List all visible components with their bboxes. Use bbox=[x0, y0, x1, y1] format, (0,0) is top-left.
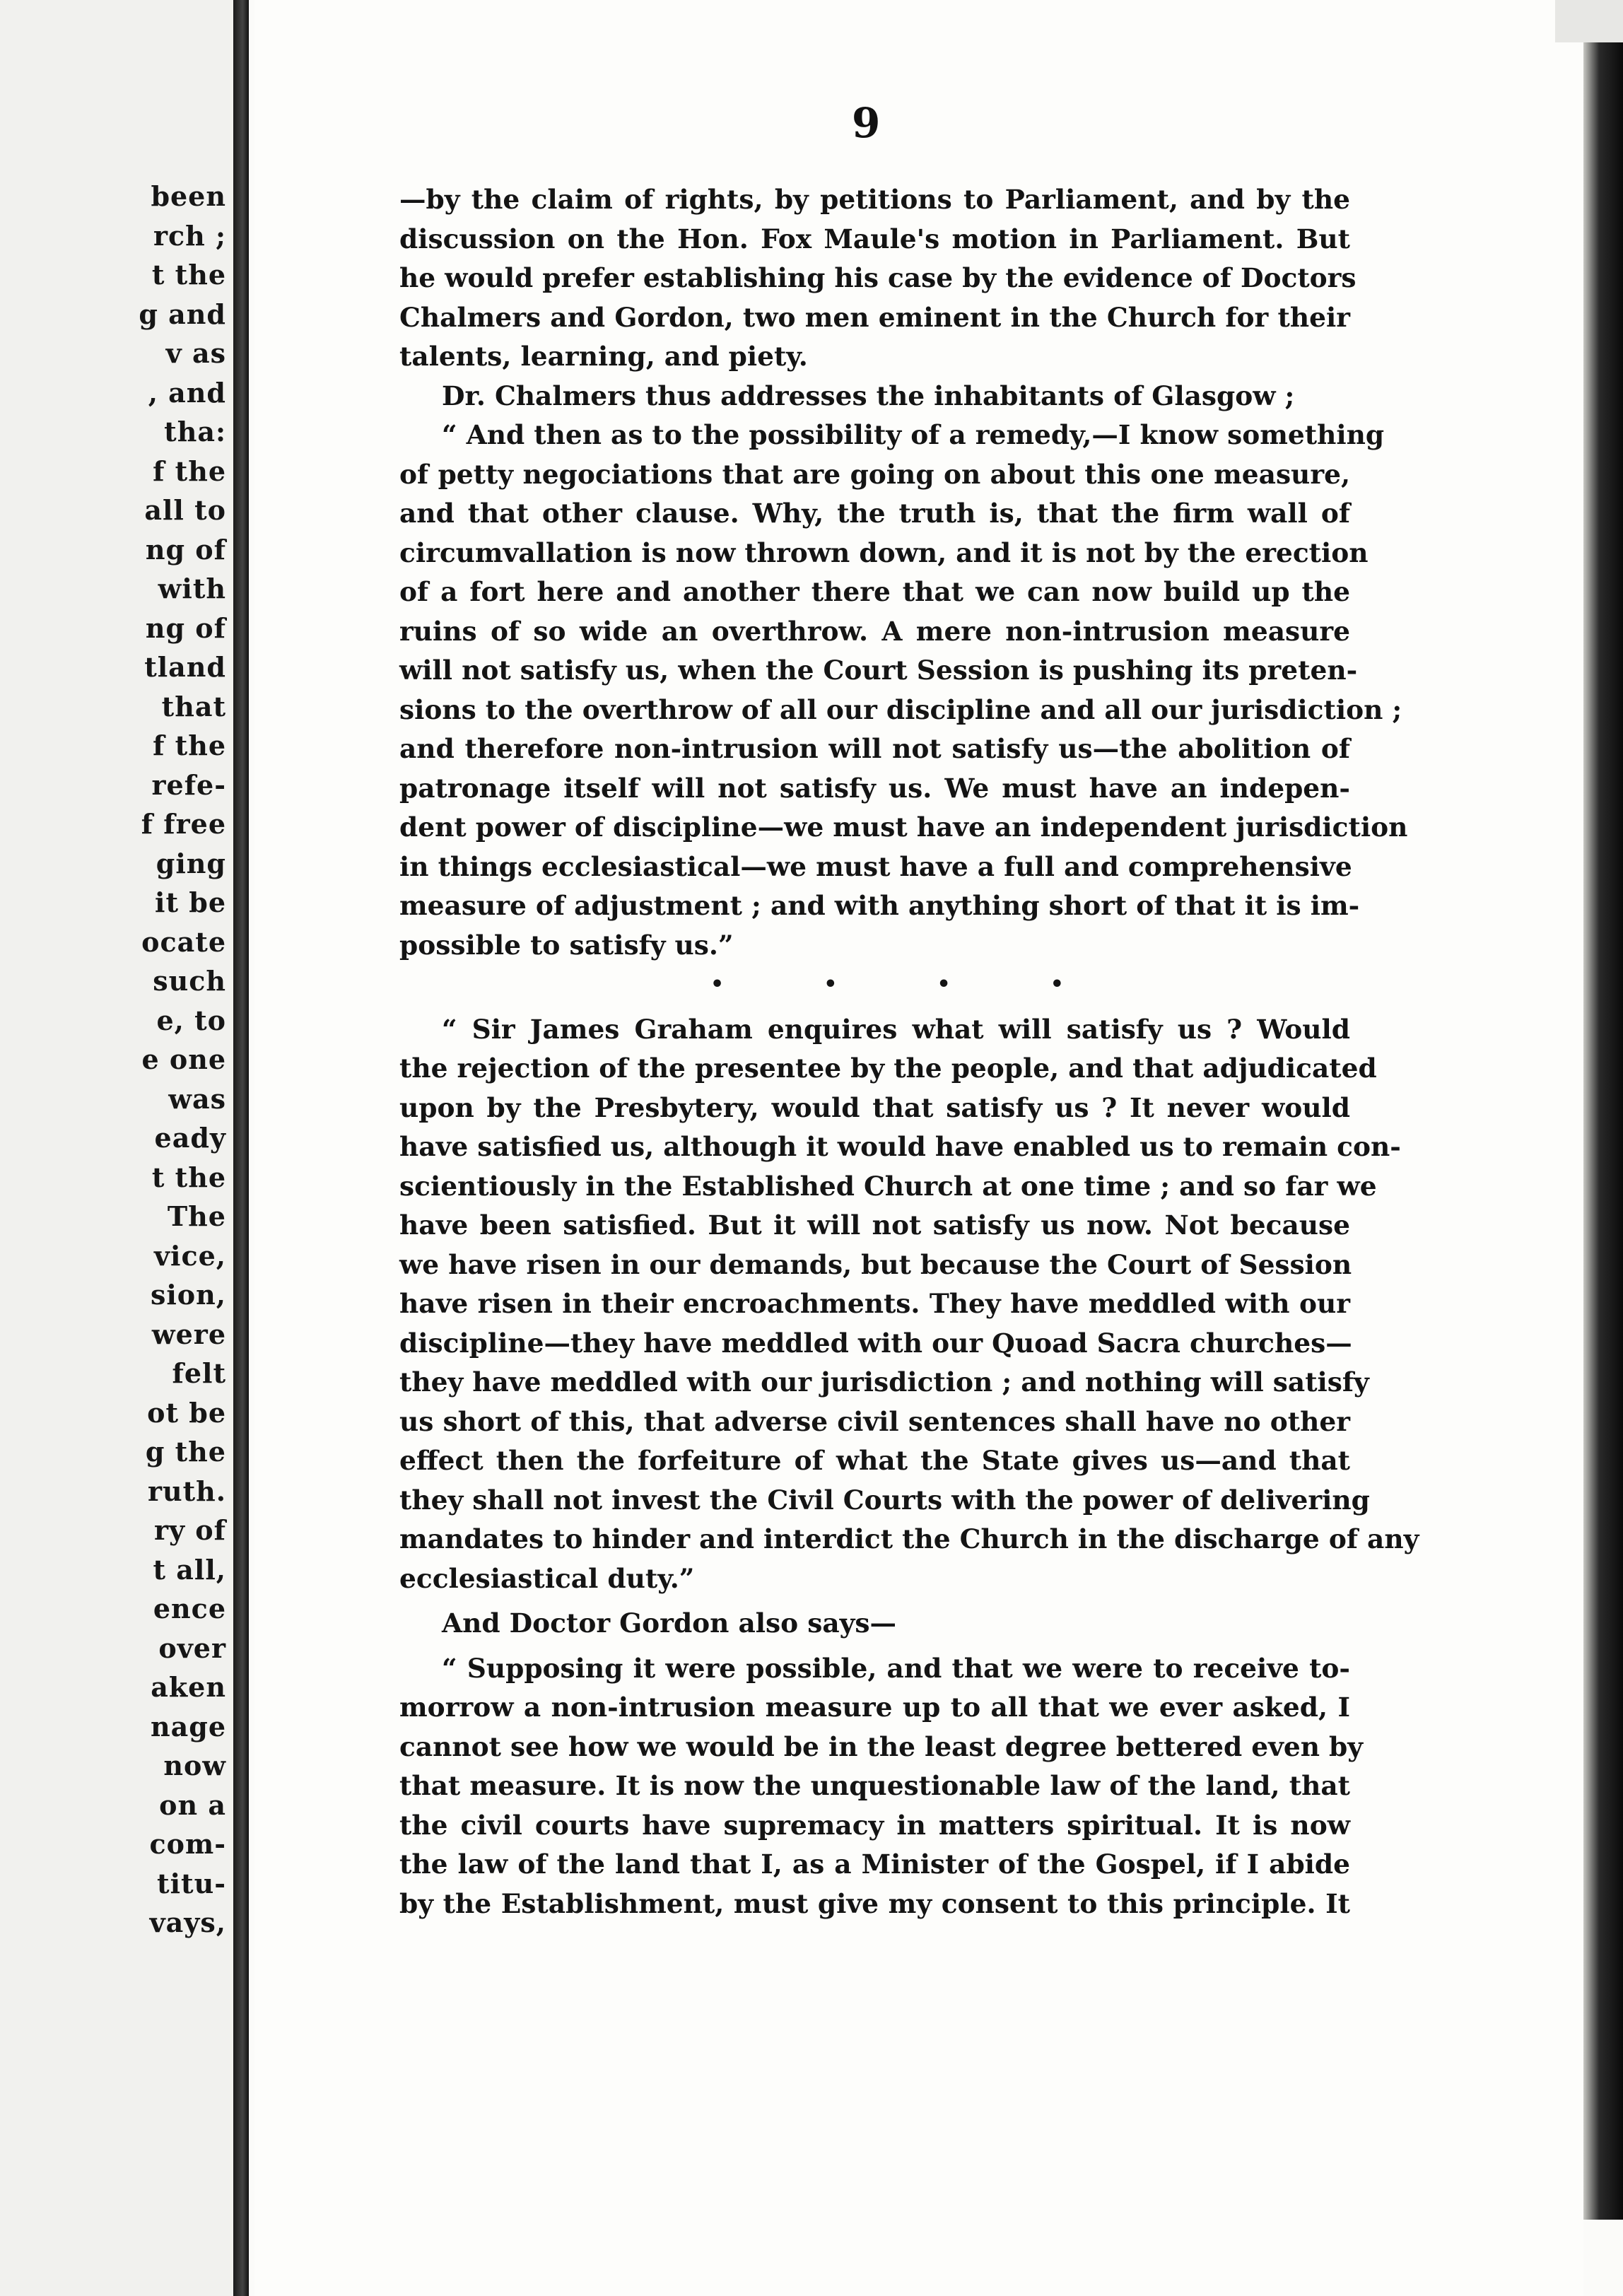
left-page-fragment: v as bbox=[165, 337, 226, 369]
left-page-fragment: eady bbox=[154, 1122, 226, 1154]
paragraph-6-gordon-quote bbox=[399, 1649, 1364, 1924]
left-page-fragment: , and bbox=[148, 376, 226, 409]
left-page-fragment: g and bbox=[139, 298, 226, 330]
text-line: circumvallation is now thrown down, and it is not by the erection bbox=[399, 537, 1369, 568]
left-page-fragment: titu- bbox=[157, 1867, 226, 1899]
text-line: measure of adjustment ; and with anything short of that it is im- bbox=[399, 890, 1360, 921]
left-page-fragment: been bbox=[151, 180, 226, 212]
left-page-fragment: on a bbox=[159, 1788, 226, 1821]
left-page-fragment: ry of bbox=[153, 1514, 226, 1546]
text-line: and therefore non-intrusion will not satisfy us—the abolition of bbox=[399, 733, 1350, 764]
left-page-fragment: ng of bbox=[145, 533, 226, 566]
text-line: in things ecclesiastical—we must have a full and comprehensive bbox=[399, 850, 1352, 882]
left-page-fragment: it be bbox=[155, 886, 226, 918]
text-line: effect then the forfeiture of what the State gives us—and that bbox=[399, 1445, 1350, 1476]
left-page-fragment: all to bbox=[144, 494, 226, 526]
text-line: they have meddled with our jurisdiction ; and nothing will satisfy bbox=[399, 1366, 1369, 1398]
paragraph-2 bbox=[399, 377, 1350, 416]
paragraph-5 bbox=[399, 1604, 1350, 1644]
left-page-fragment: was bbox=[168, 1082, 226, 1115]
text-line: will not satisfy us, when the Court Session is pushing its preten- bbox=[399, 655, 1358, 686]
left-page-fragment: such bbox=[153, 965, 226, 997]
right-page-corner bbox=[1555, 0, 1623, 42]
left-page-fragment: with bbox=[158, 573, 226, 604]
left-page-fragment: felt bbox=[172, 1357, 226, 1389]
ellipsis-dot: • bbox=[824, 972, 838, 997]
text-line: that measure. It is now the unquestionable law of the land, that bbox=[399, 1770, 1350, 1801]
page-number: 9 bbox=[852, 99, 881, 147]
text-line: have risen in their encroachments. They have meddled with our bbox=[399, 1288, 1350, 1319]
text-line: “ And then as to the possibility of a remedy,—I know something bbox=[442, 419, 1385, 450]
left-page-fragment: over bbox=[158, 1632, 226, 1664]
text-line: “ Sir James Graham enquires what will satisfy us ? Would bbox=[442, 1013, 1350, 1045]
text-line: ecclesiastical duty.” bbox=[399, 1562, 695, 1594]
left-page-edge bbox=[233, 0, 249, 2296]
left-page-fragment: that bbox=[161, 690, 226, 722]
text-line: by the Establishment, must give my consent to this principle. It bbox=[399, 1887, 1350, 1919]
left-page-fragment: sion, bbox=[150, 1279, 226, 1311]
left-page-fragment: t all, bbox=[153, 1553, 226, 1586]
text-line: scientiously in the Established Church at one time ; and so far we bbox=[399, 1170, 1377, 1202]
text-line: discussion on the Hon. Fox Maule's motion in Parliament. But bbox=[399, 223, 1350, 254]
left-page-fragments bbox=[0, 177, 226, 1943]
text-line: morrow a non-intrusion measure up to all that we ever asked, I bbox=[399, 1692, 1350, 1723]
left-page-fragment: aken bbox=[151, 1671, 226, 1703]
left-page-fragment: e one bbox=[141, 1043, 226, 1075]
text-line: of petty negociations that are going on about this one measure, bbox=[399, 458, 1350, 490]
text-line: and that other clause. Why, the truth is, that the firm wall of bbox=[399, 498, 1350, 529]
text-line: possible to satisfy us.” bbox=[399, 929, 734, 961]
left-page-fragment: tha: bbox=[164, 416, 226, 447]
left-page-fragment: f the bbox=[153, 455, 226, 487]
text-line: the rejection of the presentee by the people, and that adjudicated bbox=[399, 1053, 1377, 1084]
body-text bbox=[399, 180, 1419, 1923]
text-line: “ Supposing it were possible, and that we were to receive to- bbox=[442, 1652, 1350, 1684]
text-line: ruins of so wide an overthrow. A mere non-intrusion measure bbox=[399, 615, 1350, 647]
left-page-fragment: nage bbox=[151, 1710, 226, 1742]
text-line: mandates to hinder and interdict the Church in the discharge of any bbox=[399, 1523, 1419, 1554]
left-page-fragment: ging bbox=[156, 847, 226, 879]
text-line: cannot see how we would be in the least degree bettered even by bbox=[399, 1730, 1364, 1762]
text-line: upon by the Presbytery, would that satisfy us ? It never would bbox=[399, 1091, 1350, 1123]
paragraph-4-chalmers-quote bbox=[399, 1010, 1419, 1599]
left-page-fragment: ruth. bbox=[147, 1475, 226, 1507]
text-line: sions to the overthrow of all our discipline and all our jurisdiction ; bbox=[399, 693, 1402, 725]
text-line: us short of this, that adverse civil sentences shall have no other bbox=[399, 1405, 1350, 1437]
text-line: they shall not invest the Civil Courts with the power of delivering bbox=[399, 1484, 1370, 1516]
ellipsis-dot: • bbox=[937, 972, 951, 997]
text-line: of a fort here and another there that we can now build up the bbox=[399, 576, 1350, 607]
paragraph-3-chalmers-quote bbox=[399, 416, 1408, 965]
left-page-fragment: tland bbox=[144, 651, 226, 683]
left-page-fragment: ence bbox=[153, 1593, 226, 1624]
ellipsis-dot: • bbox=[1050, 972, 1064, 997]
text-line: —by the claim of rights, by petitions to Parliament, and by the bbox=[399, 184, 1350, 215]
left-page-fragment: com- bbox=[149, 1828, 226, 1860]
left-page-fragment: t the bbox=[151, 259, 226, 291]
left-page-fragment: ocate bbox=[141, 925, 226, 958]
left-page-fragment: ng of bbox=[145, 611, 226, 644]
left-page-fragment: The bbox=[167, 1200, 226, 1232]
left-page-fragment: now bbox=[163, 1750, 226, 1781]
left-page-fragment: g the bbox=[145, 1436, 226, 1468]
text-line: patronage itself will not satisfy us. We must have an indepen- bbox=[399, 772, 1350, 804]
ellipsis-dot: • bbox=[710, 972, 725, 997]
text-line: Chalmers and Gordon, two men eminent in the Church for their bbox=[399, 301, 1350, 333]
text-line: the civil courts have supremacy in matters spiritual. It is now bbox=[399, 1809, 1350, 1841]
left-page-fragment: e, to bbox=[156, 1004, 226, 1036]
text-line: talents, learning, and piety. bbox=[399, 341, 808, 372]
left-page-fragment: vice, bbox=[153, 1239, 226, 1272]
left-page-fragment: rch ; bbox=[153, 219, 226, 252]
text-line: And Doctor Gordon also says— bbox=[442, 1607, 897, 1639]
left-page-fragment: refe- bbox=[151, 768, 226, 801]
text-line: Dr. Chalmers thus addresses the inhabitants of Glasgow ; bbox=[442, 380, 1295, 411]
text-line: we have risen in our demands, but because the Court of Session bbox=[399, 1248, 1352, 1280]
left-page-fragment: vays, bbox=[149, 1906, 226, 1938]
text-line: have satisfied us, although it would have enabled us to remain con- bbox=[399, 1131, 1401, 1162]
ellipsis-dots bbox=[710, 965, 1064, 1004]
left-page-fragment: were bbox=[151, 1318, 226, 1350]
text-line: discipline—they have meddled with our Quoad Sacra churches— bbox=[399, 1327, 1352, 1359]
left-page-fragment: t the bbox=[151, 1161, 226, 1193]
text-line: the law of the land that I, as a Minister of the Gospel, if I abide bbox=[399, 1849, 1350, 1880]
text-line: he would prefer establishing his case by the evidence of Doctors bbox=[399, 262, 1357, 293]
right-page-edge bbox=[1583, 42, 1623, 2220]
left-page bbox=[0, 0, 233, 2296]
left-page-fragment: f free bbox=[141, 808, 226, 840]
left-page-fragment: ot be bbox=[147, 1396, 226, 1429]
text-line: have been satisfied. But it will not satisfy us now. Not because bbox=[399, 1210, 1350, 1241]
left-page-fragment: f the bbox=[153, 730, 226, 761]
text-line: dent power of discipline—we must have an independent jurisdiction bbox=[399, 812, 1408, 843]
paragraph-1 bbox=[399, 180, 1357, 377]
